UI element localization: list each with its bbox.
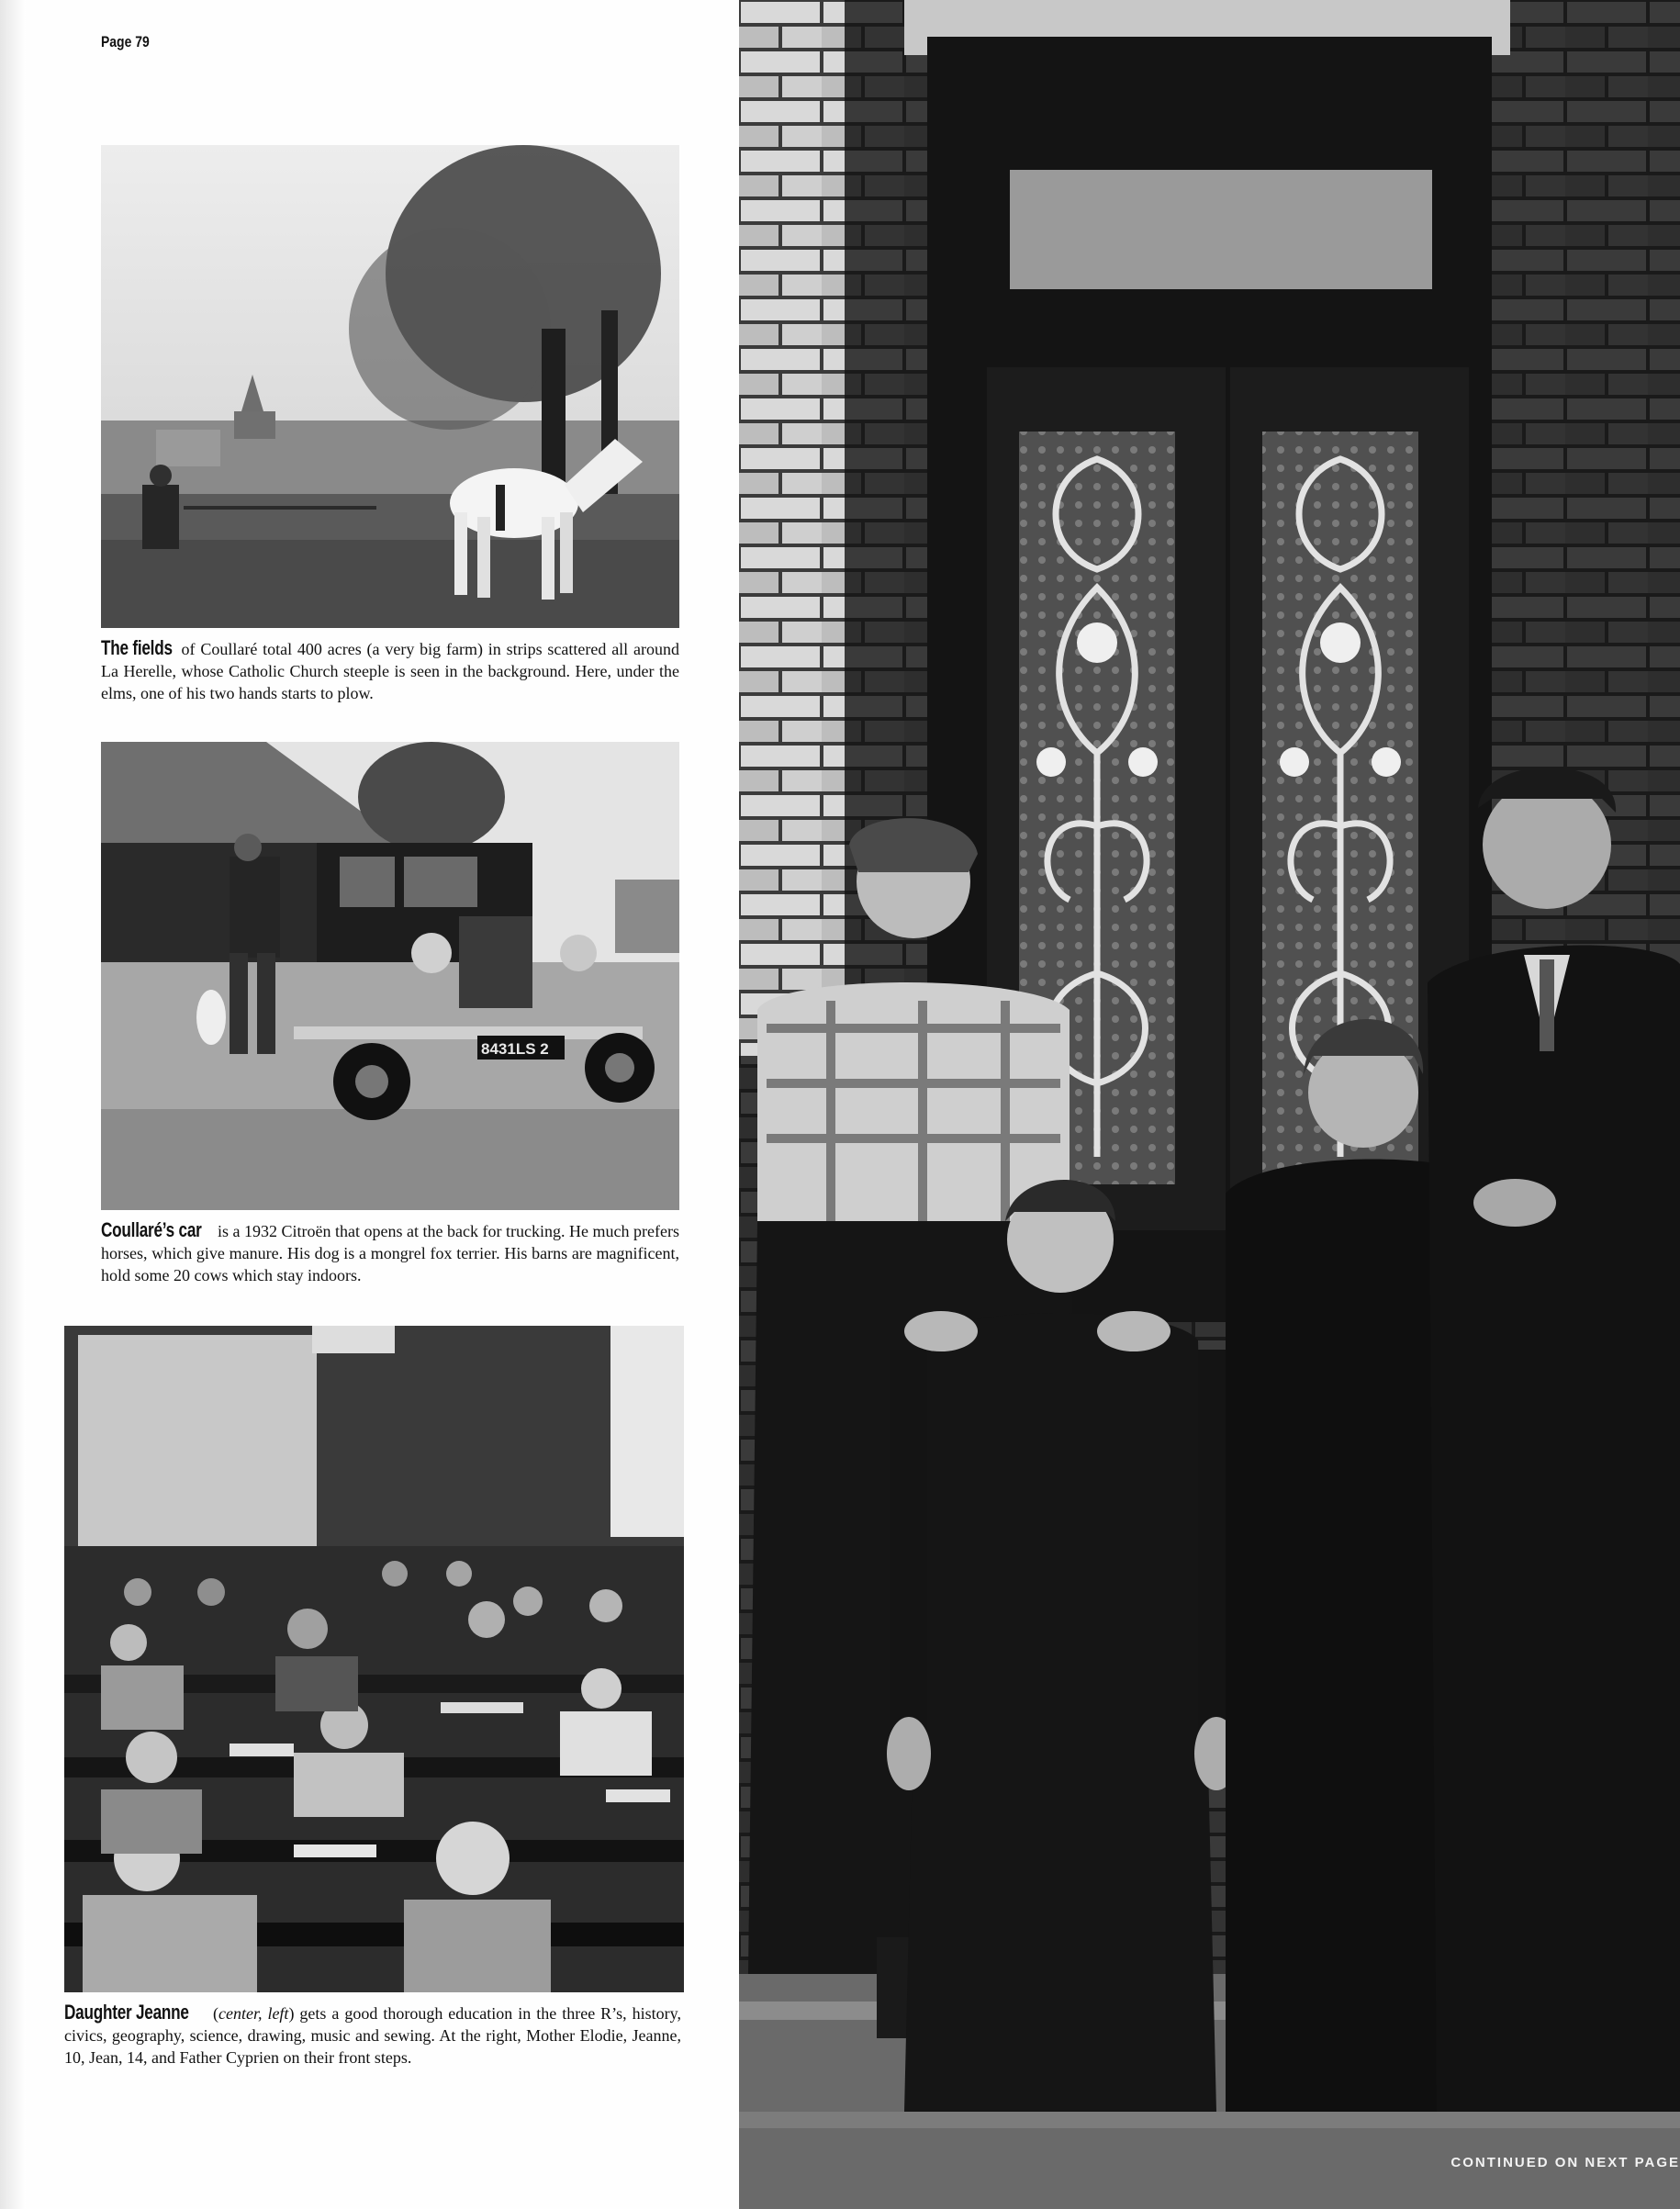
- fields-caption: [101, 637, 679, 704]
- school-caption-italic: center, left: [218, 2004, 289, 2023]
- school-caption-text-before: (: [207, 2004, 218, 2023]
- fields-caption-lead: The fields: [101, 636, 173, 659]
- car-caption: [101, 1219, 679, 1286]
- car-license-plate: 8431LS 2: [481, 1040, 549, 1058]
- school-caption: [64, 2002, 681, 2069]
- school-caption-lead: Daughter Jeanne: [64, 2001, 189, 2024]
- family-portrait-photo: [739, 0, 1680, 2209]
- car-photo: [101, 742, 679, 1210]
- fields-caption-text: of Coullaré total 400 acres (a very big farm) in strips scattered all around La Herelle, whose Catholic Church steeple is seen in the background. Here, under the elms, one of his two hands starts to plow.: [101, 640, 679, 702]
- page-number: Page 79: [101, 33, 150, 50]
- school-caption-text: ) gets a good thorough education in the three R’s, history, civics, geography, science, drawing, music and sewing. At the right, Mother Elodie, Jeanne, 10, Jean, 14, and Father Cyprien on their front steps.: [64, 2004, 681, 2067]
- car-caption-text: is a 1932 Citroën that opens at the back for trucking. He much prefers horses, which give manure. His dog is a mongrel fox terrier. His barns are magnificent, hold some 20 cows which stay indoors.: [101, 1222, 679, 1284]
- page-edge: [0, 0, 26, 2209]
- car-caption-lead: Coullaré’s car: [101, 1218, 202, 1241]
- fields-photo: [101, 145, 679, 628]
- continued-next-page-label: CONTINUED ON NEXT PAGE: [1450, 2155, 1680, 2170]
- classroom-photo: [64, 1326, 684, 1992]
